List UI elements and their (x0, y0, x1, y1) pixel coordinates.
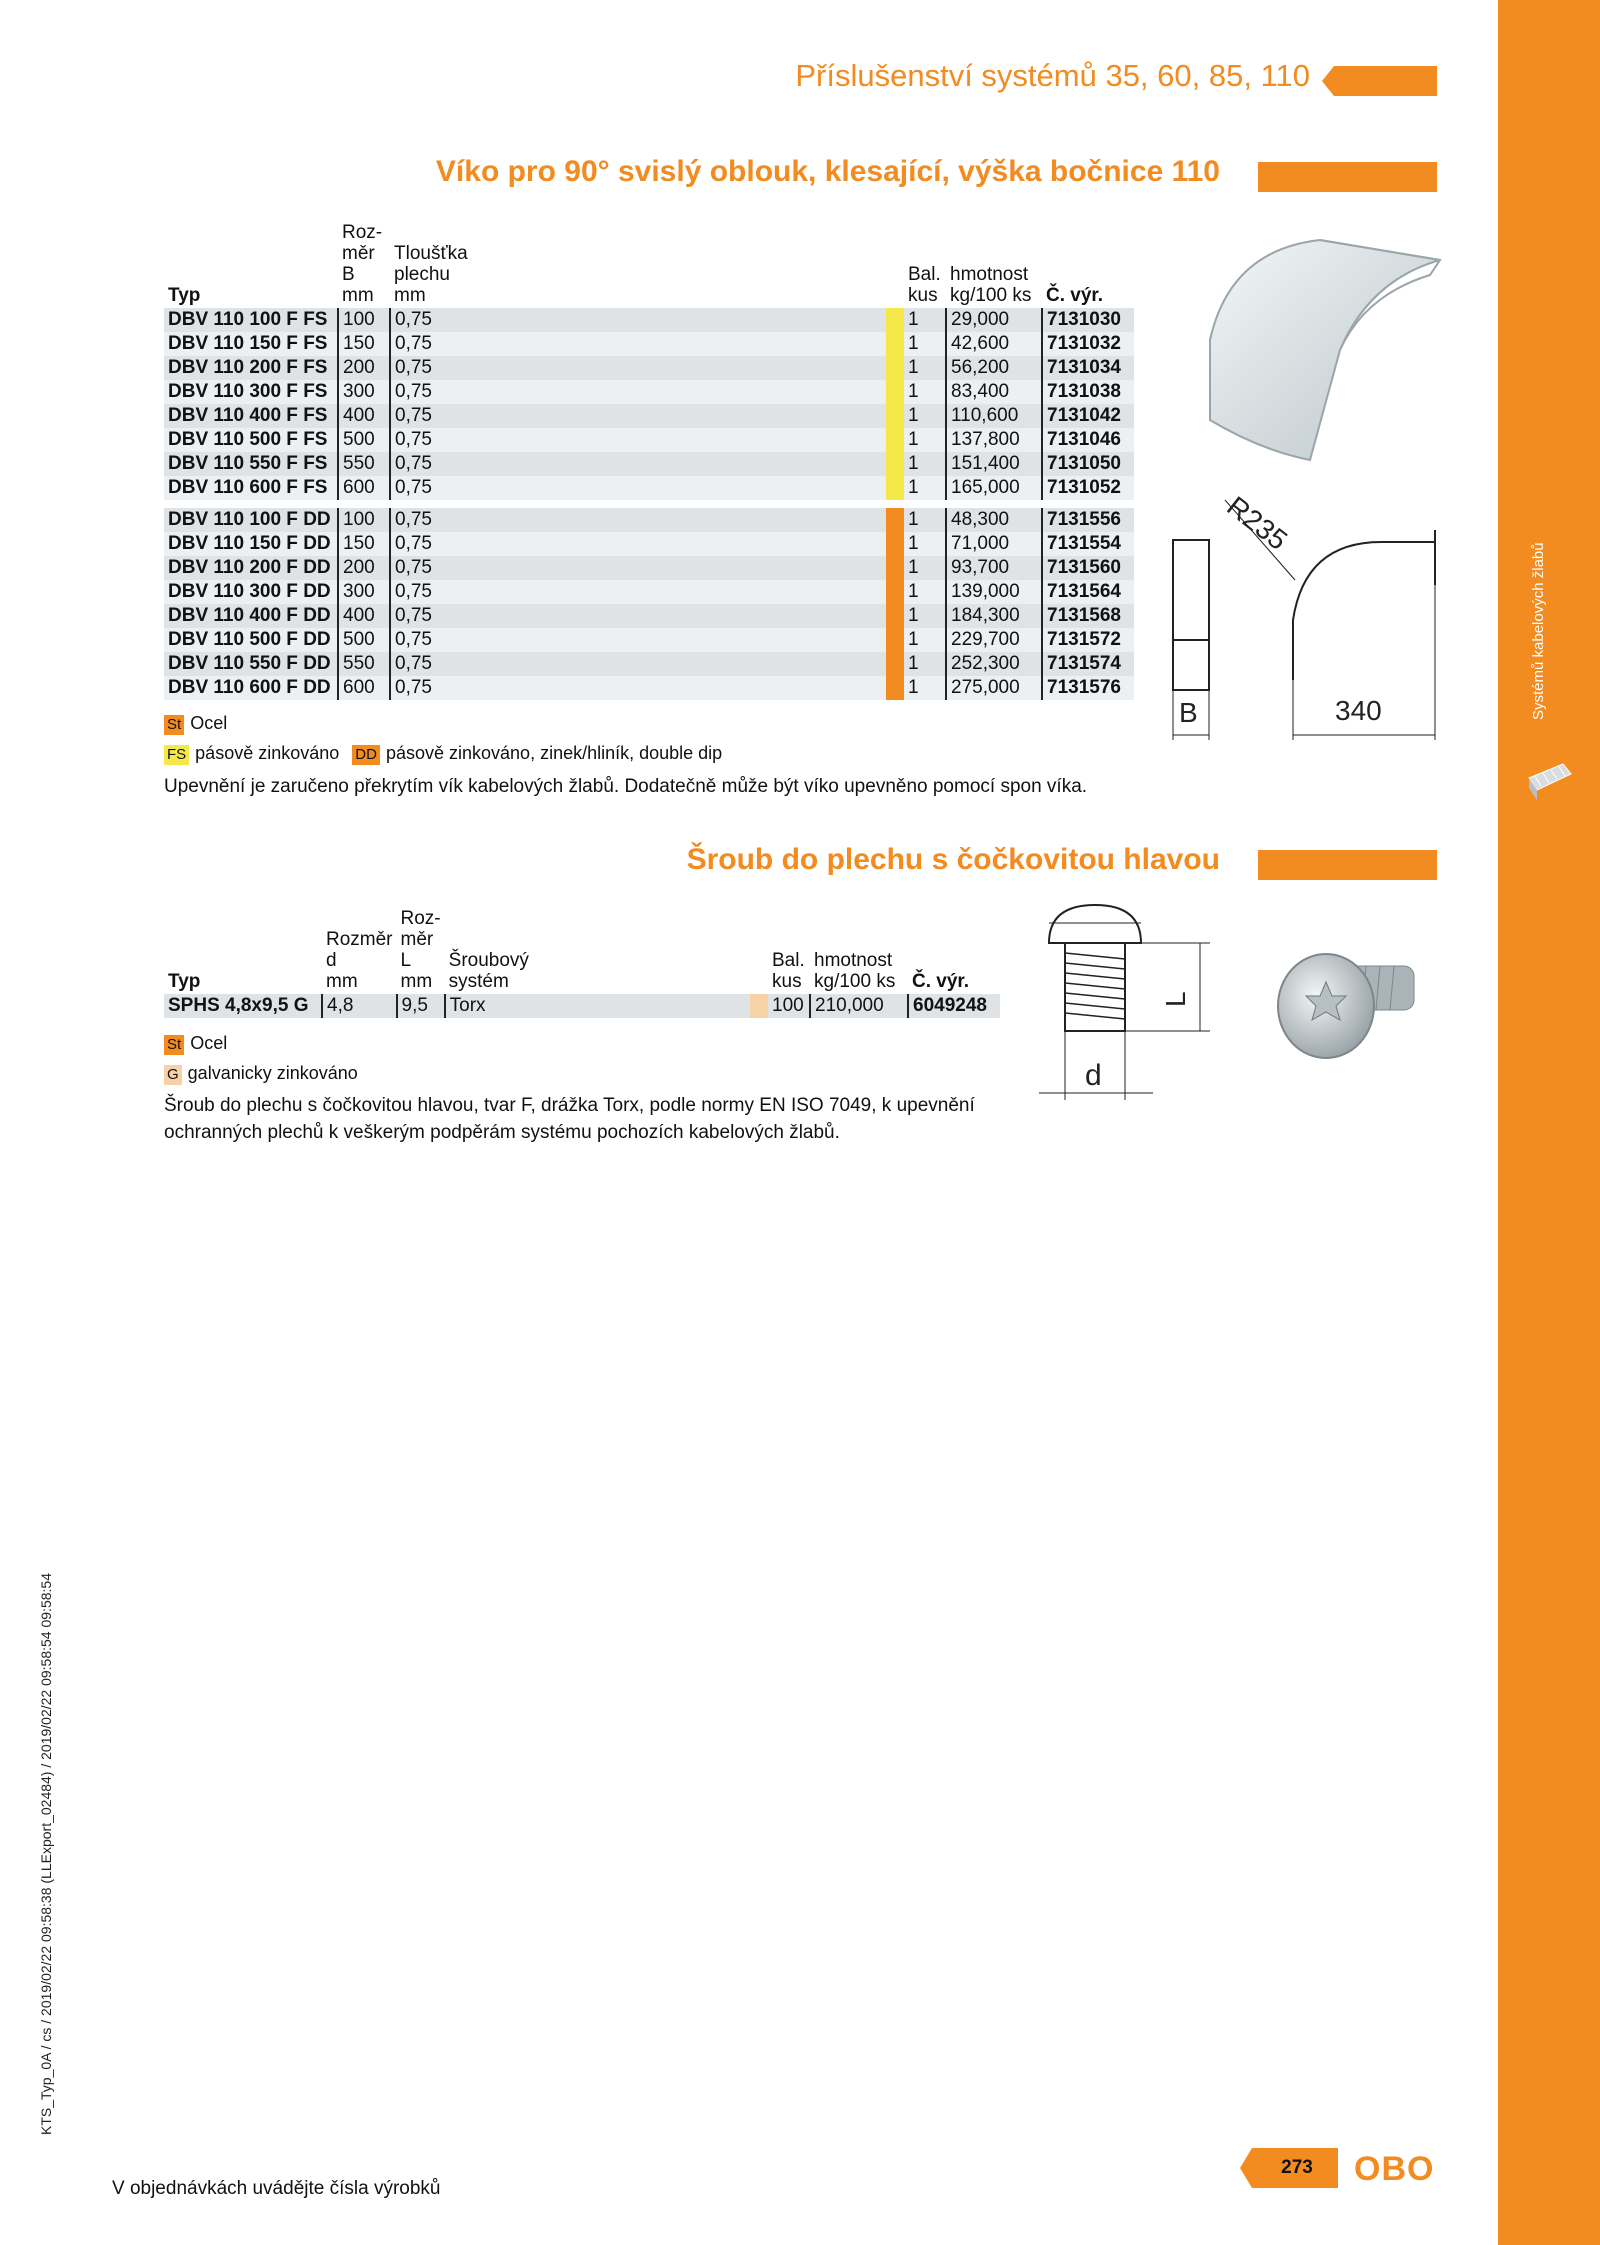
cell-thickness: 0,75 (390, 580, 886, 604)
col-bal: Bal. kus (908, 264, 941, 306)
cell-bal: 1 (904, 508, 946, 532)
cell-system: Torx (445, 994, 750, 1018)
finish-mark (886, 428, 904, 452)
col2-weight: hmotnost kg/100 ks (814, 950, 896, 992)
cell-b: 100 (338, 508, 390, 532)
fs-label: pásově zinkováno (195, 743, 340, 763)
cell-weight: 29,000 (946, 308, 1042, 332)
cell-b: 200 (338, 556, 390, 580)
st-badge-2: St (164, 1035, 184, 1055)
cell-art: 7131038 (1042, 380, 1134, 404)
cell-b: 500 (338, 628, 390, 652)
cell-weight: 210,000 (810, 994, 908, 1018)
cell-art: 7131572 (1042, 628, 1134, 652)
cell-l: 9,5 (397, 994, 445, 1018)
product-table-1 (164, 222, 1134, 700)
cell-b: 550 (338, 652, 390, 676)
cell-weight: 48,300 (946, 508, 1042, 532)
cell-typ: DBV 110 100 F DD (164, 508, 338, 532)
table-row (164, 604, 1134, 628)
cell-bal: 1 (904, 428, 946, 452)
radius-label: R235 (1221, 490, 1294, 556)
cell-typ: DBV 110 300 F FS (164, 380, 338, 404)
cell-thickness: 0,75 (390, 332, 886, 356)
cell-b: 500 (338, 428, 390, 452)
cell-bal: 1 (904, 476, 946, 500)
cell-thickness: 0,75 (390, 532, 886, 556)
table-row (164, 652, 1134, 676)
cell-art: 7131554 (1042, 532, 1134, 556)
cell-art: 7131046 (1042, 428, 1134, 452)
cell-thickness: 0,75 (390, 652, 886, 676)
page-number: 273 (1281, 2157, 1313, 2178)
cell-typ: DBV 110 550 F FS (164, 452, 338, 476)
finish-mark (886, 580, 904, 604)
width-label: B (1179, 697, 1198, 728)
cell-b: 400 (338, 404, 390, 428)
col2-art: Č. výr. (912, 971, 970, 992)
header-tab (1322, 66, 1437, 96)
cell-typ: DBV 110 100 F FS (164, 308, 338, 332)
cell-art: 7131564 (1042, 580, 1134, 604)
cell-b: 550 (338, 452, 390, 476)
cell-bal: 1 (904, 404, 946, 428)
section2-bar (1258, 850, 1437, 880)
cell-weight: 229,700 (946, 628, 1042, 652)
cell-art: 7131560 (1042, 556, 1134, 580)
cell-b: 300 (338, 380, 390, 404)
cell-bal: 1 (904, 556, 946, 580)
cell-weight: 83,400 (946, 380, 1042, 404)
table-row (164, 476, 1134, 500)
group-gap (164, 500, 1134, 508)
cell-b: 150 (338, 532, 390, 556)
cable-tray-icon (1525, 760, 1573, 808)
finish-mark (886, 332, 904, 356)
legend-fs-dd (164, 743, 722, 765)
cell-weight: 110,600 (946, 404, 1042, 428)
col-art: Č. výr. (1046, 285, 1104, 306)
table-row (164, 508, 1134, 532)
cell-b: 600 (338, 476, 390, 500)
g-badge: G (164, 1065, 182, 1085)
cover-photo (1190, 220, 1450, 470)
finish-mark (886, 628, 904, 652)
section2-note: Šroub do plechu s čočkovitou hlavou, tvar F, drážka Torx, podle normy EN ISO 7049, k upevnění ochranných plechů k veškerým podpěrám systému pochozích kabelových žlabů. (164, 1095, 975, 1143)
cell-art: 7131556 (1042, 508, 1134, 532)
finish-mark (886, 556, 904, 580)
cell-thickness: 0,75 (390, 308, 886, 332)
cell-b: 600 (338, 676, 390, 700)
section1-note: Upevnění je zaručeno překrytím vík kabelových žlabů. Dodatečně může být víko upevněno pomocí spon víka. (164, 776, 1088, 797)
cell-bal: 1 (904, 604, 946, 628)
cell-weight: 151,400 (946, 452, 1042, 476)
cell-weight: 252,300 (946, 652, 1042, 676)
cell-bal: 1 (904, 308, 946, 332)
screw-length-label: L (1160, 991, 1191, 1007)
table-row (164, 532, 1134, 556)
cell-thickness: 0,75 (390, 380, 886, 404)
legend2-g (164, 1063, 358, 1085)
cell-art: 7131050 (1042, 452, 1134, 476)
section1-bar (1258, 162, 1437, 192)
cell-typ: DBV 110 400 F DD (164, 604, 338, 628)
cell-bal: 1 (904, 628, 946, 652)
cell-weight: 184,300 (946, 604, 1042, 628)
table-row (164, 308, 1134, 332)
cell-weight: 42,600 (946, 332, 1042, 356)
cell-bal: 1 (904, 452, 946, 476)
finish-mark (886, 452, 904, 476)
cover-drawing (1165, 470, 1465, 750)
cell-bal: 1 (904, 676, 946, 700)
screw-diameter-label: d (1085, 1059, 1102, 1092)
cell-bal: 1 (904, 332, 946, 356)
cell-b: 150 (338, 332, 390, 356)
finish-mark (886, 604, 904, 628)
product-table-2 (164, 908, 1000, 1018)
cell-weight: 56,200 (946, 356, 1042, 380)
section1-title: Víko pro 90° svislý oblouk, klesající, výška bočnice 110 (435, 155, 1220, 188)
cell-weight: 93,700 (946, 556, 1042, 580)
finish-mark (886, 356, 904, 380)
col2-system: Šroubový systém (448, 950, 529, 992)
cell-typ: DBV 110 600 F FS (164, 476, 338, 500)
finish-mark (886, 676, 904, 700)
margin-note: KTS_Typ_0A / cs / 2019/02/22 09:58:38 (LLExport_02484) / 2019/02/22 09:58:54 09:58:54 (38, 1573, 54, 2135)
legend2-st (164, 1033, 227, 1055)
st-label-2: Ocel (190, 1033, 228, 1053)
cell-thickness: 0,75 (390, 476, 886, 500)
col2-d: Rozměr d mm (326, 929, 393, 992)
cell-bal: 1 (904, 580, 946, 604)
table-row (164, 452, 1134, 476)
finish-mark (886, 652, 904, 676)
cell-art: 7131030 (1042, 308, 1134, 332)
col2-l: Roz- měr L mm (400, 908, 441, 992)
table-row (164, 994, 1000, 1018)
finish-mark (886, 404, 904, 428)
cell-thickness: 0,75 (390, 428, 886, 452)
finish-mark (750, 994, 768, 1018)
footer-text: V objednávkách uvádějte čísla výrobků (112, 2178, 441, 2199)
col2-typ: Typ (168, 971, 201, 992)
cell-typ: DBV 110 600 F DD (164, 676, 338, 700)
col-weight: hmotnost kg/100 ks (950, 264, 1032, 306)
cell-b: 100 (338, 308, 390, 332)
table-row (164, 676, 1134, 700)
cell-typ: DBV 110 300 F DD (164, 580, 338, 604)
legend-st (164, 713, 227, 735)
fs-badge: FS (164, 745, 189, 765)
finish-mark (886, 476, 904, 500)
cell-typ: DBV 110 500 F FS (164, 428, 338, 452)
cell-bal: 1 (904, 380, 946, 404)
col-typ: Typ (168, 285, 201, 306)
cell-bal: 1 (904, 652, 946, 676)
st-badge: St (164, 715, 184, 735)
finish-mark (886, 508, 904, 532)
page-header-title: Příslušenství systémů 35, 60, 85, 110 (795, 58, 1310, 93)
table-row (164, 356, 1134, 380)
table-row (164, 580, 1134, 604)
cell-typ: DBV 110 550 F DD (164, 652, 338, 676)
cell-thickness: 0,75 (390, 452, 886, 476)
cell-weight: 71,000 (946, 532, 1042, 556)
cell-weight: 137,800 (946, 428, 1042, 452)
table-row (164, 332, 1134, 356)
cell-b: 400 (338, 604, 390, 628)
st-label: Ocel (190, 713, 228, 733)
cell-typ: DBV 110 150 F FS (164, 332, 338, 356)
cell-thickness: 0,75 (390, 676, 886, 700)
table-row (164, 556, 1134, 580)
cell-thickness: 0,75 (390, 556, 886, 580)
length-label: 340 (1335, 695, 1382, 726)
col-thickness: Tloušťka plechu mm (394, 243, 468, 306)
cell-bal: 100 (768, 994, 810, 1018)
dd-label: pásově zinkováno, zinek/hliník, double dip (385, 743, 723, 763)
col2-bal: Bal. kus (772, 950, 805, 992)
section2-title: Šroub do plechu s čočkovitou hlavou (686, 843, 1220, 876)
cell-thickness: 0,75 (390, 604, 886, 628)
cell-weight: 165,000 (946, 476, 1042, 500)
cell-art: 7131032 (1042, 332, 1134, 356)
cell-typ: DBV 110 500 F DD (164, 628, 338, 652)
cell-typ: DBV 110 150 F DD (164, 532, 338, 556)
finish-mark (886, 532, 904, 556)
cell-typ: DBV 110 400 F FS (164, 404, 338, 428)
cell-typ: DBV 110 200 F FS (164, 356, 338, 380)
sidebar-label: Systémů kabelových žlabů (1530, 542, 1547, 720)
cell-weight: 275,000 (946, 676, 1042, 700)
cell-b: 200 (338, 356, 390, 380)
cell-thickness: 0,75 (390, 508, 886, 532)
table-row (164, 404, 1134, 428)
screw-photo (1268, 938, 1428, 1068)
cell-thickness: 0,75 (390, 356, 886, 380)
g-label: galvanicky zinkováno (187, 1063, 358, 1083)
table-row (164, 380, 1134, 404)
cell-d: 4,8 (322, 994, 397, 1018)
finish-mark (886, 380, 904, 404)
cell-thickness: 0,75 (390, 404, 886, 428)
cell-bal: 1 (904, 532, 946, 556)
table-row (164, 428, 1134, 452)
cell-typ: SPHS 4,8x9,5 G (164, 994, 322, 1018)
cell-bal: 1 (904, 356, 946, 380)
cell-typ: DBV 110 200 F DD (164, 556, 338, 580)
cell-art: 7131574 (1042, 652, 1134, 676)
side-bar (1498, 0, 1600, 2245)
table-row (164, 628, 1134, 652)
cell-art: 7131042 (1042, 404, 1134, 428)
cell-b: 300 (338, 580, 390, 604)
cell-art: 7131568 (1042, 604, 1134, 628)
cell-art: 7131576 (1042, 676, 1134, 700)
dd-badge: DD (352, 745, 380, 765)
cell-thickness: 0,75 (390, 628, 886, 652)
cell-art: 7131034 (1042, 356, 1134, 380)
col-b: Roz- měr B mm (342, 222, 383, 306)
cell-art: 6049248 (908, 994, 1000, 1018)
screw-drawing (1035, 895, 1225, 1115)
cell-weight: 139,000 (946, 580, 1042, 604)
obo-logo: OBO (1354, 2150, 1435, 2188)
finish-mark (886, 308, 904, 332)
cell-art: 7131052 (1042, 476, 1134, 500)
